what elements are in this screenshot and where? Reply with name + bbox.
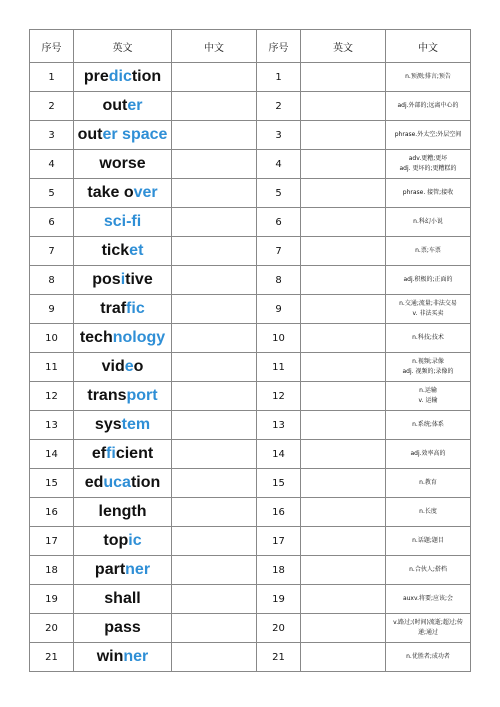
english-blank xyxy=(301,121,386,150)
english-blank xyxy=(301,266,386,295)
english-word xyxy=(74,527,172,556)
table-row xyxy=(30,179,471,208)
chinese-blank xyxy=(172,150,257,179)
chinese-meaning xyxy=(386,643,471,672)
english-blank xyxy=(301,92,386,121)
table-row xyxy=(30,63,471,92)
english-word xyxy=(74,208,172,237)
header-english-2: 英文 xyxy=(301,30,386,63)
chinese-meaning xyxy=(386,527,471,556)
row-number: 9 xyxy=(30,295,74,324)
row-number-2: 6 xyxy=(257,208,301,237)
word-highlight: ver xyxy=(133,184,158,201)
word-part: ef xyxy=(91,445,107,462)
english-word xyxy=(74,237,172,266)
word-highlight: tem xyxy=(121,416,151,433)
row-number-2: 5 xyxy=(257,179,301,208)
row-number-2: 1 xyxy=(257,63,301,92)
row-number: 1 xyxy=(30,63,74,92)
chinese-blank xyxy=(172,295,257,324)
english-blank xyxy=(301,324,386,353)
word-highlight: er space xyxy=(102,126,168,143)
chinese-blank xyxy=(172,92,257,121)
word-part: win xyxy=(96,648,124,665)
row-number-2: 10 xyxy=(257,324,301,353)
english-blank xyxy=(301,63,386,92)
word-part: tive xyxy=(125,271,153,288)
word-part: ed xyxy=(84,474,104,491)
chinese-blank xyxy=(172,411,257,440)
word-highlight: fic xyxy=(126,300,145,317)
english-word xyxy=(74,556,172,585)
table-row xyxy=(30,382,471,411)
word-highlight: i xyxy=(120,271,126,288)
row-number-2: 9 xyxy=(257,295,301,324)
english-word xyxy=(74,63,172,92)
table-row xyxy=(30,527,471,556)
row-number-2: 4 xyxy=(257,150,301,179)
meaning-line: n.系统;体系 xyxy=(412,421,444,428)
row-number: 10 xyxy=(30,324,74,353)
word-part: take o xyxy=(87,184,134,201)
english-blank xyxy=(301,585,386,614)
header-number-2: 序号 xyxy=(257,30,301,63)
row-number-2: 19 xyxy=(257,585,301,614)
english-word xyxy=(74,614,172,643)
row-number: 11 xyxy=(30,353,74,382)
chinese-meaning xyxy=(386,121,471,150)
english-blank xyxy=(301,440,386,469)
row-number-2: 11 xyxy=(257,353,301,382)
row-number: 4 xyxy=(30,150,74,179)
word-highlight: e xyxy=(124,358,134,375)
table-row xyxy=(30,121,471,150)
chinese-blank xyxy=(172,237,257,266)
english-word xyxy=(74,585,172,614)
english-word xyxy=(74,92,172,121)
table-row xyxy=(30,92,471,121)
english-word xyxy=(74,411,172,440)
chinese-meaning xyxy=(386,208,471,237)
table-row xyxy=(30,411,471,440)
meaning-line: v.路过;(时间)流逝;超过;传 xyxy=(393,619,463,626)
chinese-blank xyxy=(172,556,257,585)
word-highlight: ic xyxy=(128,532,142,549)
meaning-line: n.交通;流量;非法交易 xyxy=(399,300,457,307)
chinese-meaning xyxy=(386,440,471,469)
english-word xyxy=(74,498,172,527)
meaning-line: n.优胜者;成功者 xyxy=(406,653,450,660)
word-part: part xyxy=(94,561,126,578)
english-word xyxy=(74,179,172,208)
chinese-meaning xyxy=(386,295,471,324)
meaning-line: adj. 更坏的;更糟糕的 xyxy=(399,165,457,172)
english-word xyxy=(74,469,172,498)
word-part: pre xyxy=(83,68,109,85)
row-number: 13 xyxy=(30,411,74,440)
row-number: 21 xyxy=(30,643,74,672)
chinese-meaning xyxy=(386,150,471,179)
english-word xyxy=(74,150,172,179)
table-row xyxy=(30,150,471,179)
chinese-meaning xyxy=(386,556,471,585)
english-blank xyxy=(301,498,386,527)
meaning-line: n.长度 xyxy=(419,508,437,515)
chinese-meaning xyxy=(386,411,471,440)
row-number-2: 17 xyxy=(257,527,301,556)
english-blank xyxy=(301,295,386,324)
chinese-blank xyxy=(172,324,257,353)
row-number-2: 16 xyxy=(257,498,301,527)
row-number: 17 xyxy=(30,527,74,556)
row-number-2: 2 xyxy=(257,92,301,121)
chinese-meaning xyxy=(386,353,471,382)
row-number-2: 20 xyxy=(257,614,301,643)
meaning-line: n.科技;技术 xyxy=(412,334,444,341)
word-part: pass xyxy=(104,619,141,636)
english-word xyxy=(74,324,172,353)
meaning-line: n.合伙人;搭档 xyxy=(409,566,447,573)
row-number: 18 xyxy=(30,556,74,585)
row-number: 16 xyxy=(30,498,74,527)
english-blank xyxy=(301,150,386,179)
english-blank xyxy=(301,556,386,585)
word-highlight: dic xyxy=(108,68,132,85)
meaning-line: adj.外部的;远离中心的 xyxy=(397,102,459,109)
row-number-2: 12 xyxy=(257,382,301,411)
row-number-2: 7 xyxy=(257,237,301,266)
chinese-meaning xyxy=(386,63,471,92)
header-english: 英文 xyxy=(74,30,172,63)
chinese-blank xyxy=(172,440,257,469)
row-number: 14 xyxy=(30,440,74,469)
chinese-meaning xyxy=(386,179,471,208)
meaning-line: adj. 视频的;录像的 xyxy=(402,368,454,375)
english-blank xyxy=(301,237,386,266)
english-word xyxy=(74,295,172,324)
chinese-blank xyxy=(172,179,257,208)
meaning-line: n.教育 xyxy=(419,479,437,486)
english-blank xyxy=(301,382,386,411)
row-number-2: 8 xyxy=(257,266,301,295)
word-highlight: nology xyxy=(112,329,166,346)
word-part: vid xyxy=(101,358,125,375)
chinese-blank xyxy=(172,353,257,382)
word-part: pos xyxy=(92,271,121,288)
english-blank xyxy=(301,411,386,440)
meaning-line: 递;通过 xyxy=(417,629,439,636)
chinese-blank xyxy=(172,614,257,643)
word-highlight: er xyxy=(127,97,143,114)
english-blank xyxy=(301,208,386,237)
word-part: worse xyxy=(99,155,146,172)
word-highlight: port xyxy=(126,387,158,404)
chinese-blank xyxy=(172,585,257,614)
chinese-blank xyxy=(172,469,257,498)
meaning-line: v. 运输 xyxy=(418,397,438,404)
word-part: traf xyxy=(100,300,127,317)
word-highlight: ner xyxy=(125,561,151,578)
chinese-meaning xyxy=(386,614,471,643)
chinese-blank xyxy=(172,266,257,295)
english-blank xyxy=(301,353,386,382)
meaning-line: n.票;车票 xyxy=(415,247,441,254)
word-part: tion xyxy=(130,474,161,491)
table-row xyxy=(30,643,471,672)
row-number-2: 21 xyxy=(257,643,301,672)
chinese-meaning xyxy=(386,324,471,353)
word-part: tion xyxy=(131,68,162,85)
english-blank xyxy=(301,179,386,208)
row-number: 15 xyxy=(30,469,74,498)
row-number: 8 xyxy=(30,266,74,295)
row-number: 7 xyxy=(30,237,74,266)
table-row xyxy=(30,585,471,614)
header-row xyxy=(30,30,471,63)
word-part: cient xyxy=(115,445,154,462)
english-blank xyxy=(301,527,386,556)
word-part: tech xyxy=(79,329,113,346)
table-row xyxy=(30,614,471,643)
word-part: tick xyxy=(101,242,130,259)
chinese-meaning xyxy=(386,92,471,121)
chinese-meaning xyxy=(386,266,471,295)
row-number-2: 15 xyxy=(257,469,301,498)
chinese-blank xyxy=(172,527,257,556)
word-highlight: fi xyxy=(106,445,116,462)
chinese-meaning xyxy=(386,237,471,266)
row-number: 6 xyxy=(30,208,74,237)
english-blank xyxy=(301,643,386,672)
word-highlight: ner xyxy=(123,648,149,665)
meaning-line: phrase.外太空;外层空间 xyxy=(394,131,462,138)
row-number: 20 xyxy=(30,614,74,643)
word-highlight: uca xyxy=(103,474,131,491)
english-blank xyxy=(301,614,386,643)
chinese-meaning xyxy=(386,382,471,411)
word-part: sys xyxy=(94,416,122,433)
row-number-2: 3 xyxy=(257,121,301,150)
table-row xyxy=(30,295,471,324)
meaning-line: n.预测;排言;预告 xyxy=(405,73,451,80)
row-number: 3 xyxy=(30,121,74,150)
meaning-line: adj.效率高的 xyxy=(410,450,446,457)
word-highlight: et xyxy=(129,242,144,259)
chinese-blank xyxy=(172,382,257,411)
word-part: top xyxy=(103,532,129,549)
word-part: out xyxy=(77,126,103,143)
vocabulary-table xyxy=(29,29,471,672)
english-word xyxy=(74,353,172,382)
row-number-2: 14 xyxy=(257,440,301,469)
meaning-line: n.运输 xyxy=(419,387,437,394)
row-number-2: 18 xyxy=(257,556,301,585)
row-number-2: 13 xyxy=(257,411,301,440)
table-row xyxy=(30,324,471,353)
word-part: trans xyxy=(87,387,127,404)
english-word xyxy=(74,643,172,672)
table-row xyxy=(30,237,471,266)
meaning-line: adv.更糟;更坏 xyxy=(408,155,448,162)
word-highlight: sci-fi xyxy=(103,213,142,230)
chinese-meaning xyxy=(386,469,471,498)
meaning-line: n.话题;题目 xyxy=(412,537,444,544)
header-chinese: 中文 xyxy=(172,30,257,63)
meaning-line: n.科幻小说 xyxy=(413,218,443,225)
word-part: o xyxy=(133,358,144,375)
row-number: 5 xyxy=(30,179,74,208)
meaning-line: phrase. 接管;接收 xyxy=(402,189,454,196)
chinese-meaning xyxy=(386,585,471,614)
table-row xyxy=(30,353,471,382)
word-part: length xyxy=(98,503,147,520)
chinese-blank xyxy=(172,121,257,150)
english-word xyxy=(74,121,172,150)
header-number: 序号 xyxy=(30,30,74,63)
table-row xyxy=(30,208,471,237)
meaning-line: adj.积极的;正面的 xyxy=(403,276,453,283)
row-number: 12 xyxy=(30,382,74,411)
meaning-line: n.视频;录像 xyxy=(412,358,444,365)
chinese-blank xyxy=(172,643,257,672)
table-row xyxy=(30,266,471,295)
word-part: out xyxy=(102,97,128,114)
english-word xyxy=(74,266,172,295)
table-row xyxy=(30,556,471,585)
table-row xyxy=(30,440,471,469)
table-row xyxy=(30,469,471,498)
chinese-meaning xyxy=(386,498,471,527)
meaning-line: v. 非法买卖 xyxy=(412,310,444,317)
row-number: 19 xyxy=(30,585,74,614)
table-row xyxy=(30,498,471,527)
word-part: shall xyxy=(104,590,141,607)
header-chinese-2: 中文 xyxy=(386,30,471,63)
row-number: 2 xyxy=(30,92,74,121)
chinese-blank xyxy=(172,498,257,527)
chinese-blank xyxy=(172,208,257,237)
english-blank xyxy=(301,469,386,498)
meaning-line: auxv.将要;应该;会 xyxy=(402,595,454,602)
english-word xyxy=(74,440,172,469)
english-word xyxy=(74,382,172,411)
chinese-blank xyxy=(172,63,257,92)
